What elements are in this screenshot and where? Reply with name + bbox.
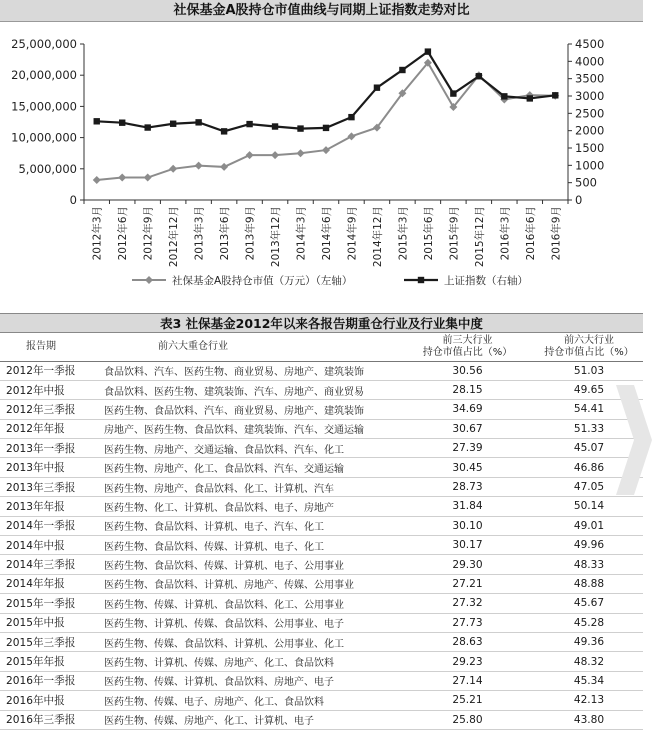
industry-table-section (0, 313, 643, 730)
series-2-point (501, 93, 507, 99)
series-1-point (93, 176, 101, 184)
cell-industries: 医药生物、传媒、房地产、化工、计算机、电子 (100, 710, 400, 729)
cell-industries: 医药生物、传媒、食品饮料、计算机、公用事业、化工 (100, 632, 400, 651)
cell-top6: 48.33 (515, 555, 643, 574)
cell-industries: 医药生物、食品饮料、传媒、计算机、电子、公用事业 (100, 555, 400, 574)
header-top6-line1: 前六大行业 (564, 334, 614, 346)
table-row (0, 400, 643, 419)
table-row (0, 555, 643, 574)
right-tick-label: 4000 (575, 54, 605, 69)
right-tick-label: 3000 (575, 89, 605, 103)
cell-industries: 医药生物、房地产、化工、食品饮料、汽车、交通运输 (100, 458, 400, 477)
table-row (0, 691, 643, 710)
cell-top3: 28.15 (400, 380, 515, 399)
series-2-point (476, 73, 482, 79)
x-tick-label: 2015年3月 (397, 206, 410, 261)
cell-industries: 食品饮料、医药生物、建筑装饰、汽车、房地产、商业贸易 (100, 380, 400, 399)
cell-industries: 医药生物、计算机、传媒、食品饮料、公用事业、电子 (100, 613, 400, 632)
cell-top3: 30.67 (400, 419, 515, 438)
left-tick-label: 5,000,000 (18, 161, 77, 176)
header-top3 (400, 333, 515, 361)
cell-top6: 45.67 (515, 594, 643, 613)
cell-period: 2016年一季报 (0, 671, 100, 690)
x-tick-label: 2015年9月 (448, 206, 461, 261)
table-row (0, 594, 643, 613)
table-row (0, 361, 643, 380)
cell-industries: 医药生物、食品饮料、传媒、计算机、电子、化工 (100, 536, 400, 555)
cell-top3: 30.56 (400, 361, 515, 380)
x-tick-label: 2013年6月 (219, 206, 232, 261)
series-1-point (118, 174, 126, 182)
cell-top3: 30.10 (400, 516, 515, 535)
cell-period: 2015年中报 (0, 613, 100, 632)
table-row (0, 419, 643, 438)
cell-top6: 51.03 (515, 361, 643, 380)
cell-period: 2014年三季报 (0, 555, 100, 574)
line-chart (0, 22, 643, 312)
series-2-point (552, 92, 558, 98)
x-tick-label: 2015年6月 (422, 206, 435, 261)
cell-industries: 医药生物、房地产、食品饮料、化工、计算机、汽车 (100, 477, 400, 496)
cell-industries: 医药生物、食品饮料、计算机、房地产、传媒、公用事业 (100, 574, 400, 593)
x-tick-label: 2012年12月 (168, 206, 181, 268)
cell-top6: 45.34 (515, 671, 643, 690)
x-tick-label: 2012年6月 (117, 206, 130, 261)
cell-period: 2012年三季报 (0, 400, 100, 419)
series-1-point (271, 151, 279, 159)
series-2-point (399, 67, 405, 73)
cell-period: 2013年年报 (0, 497, 100, 516)
series-1-point (347, 132, 355, 140)
cell-top3: 31.84 (400, 497, 515, 516)
series-1-point (169, 165, 177, 173)
x-tick-label: 2014年6月 (321, 206, 333, 261)
x-tick-label: 2014年9月 (346, 206, 359, 261)
series-2-point (94, 118, 100, 124)
table-title: 表3 社保基金2012年以来各报告期重仓行业及行业集中度 (0, 313, 643, 333)
right-tick-label: 500 (575, 175, 597, 190)
series-line-2 (97, 52, 556, 132)
x-tick-label: 2015年12月 (473, 206, 486, 268)
cell-industries: 医药生物、计算机、传媒、房地产、化工、食品饮料 (100, 652, 400, 671)
right-tick-label: 2000 (575, 123, 605, 138)
cell-period: 2014年一季报 (0, 516, 100, 535)
cell-period: 2013年三季报 (0, 477, 100, 496)
right-tick-label: 3500 (575, 71, 605, 86)
cell-top6: 48.32 (515, 652, 643, 671)
header-top6-line2: 持仓市值占比（%） (544, 346, 634, 358)
cell-top3: 29.30 (400, 555, 515, 574)
legend-label-1: 社保基金A股持仓市值（万元）（左轴） (172, 275, 353, 287)
cell-period: 2015年一季报 (0, 594, 100, 613)
table-row (0, 477, 643, 496)
table-row (0, 710, 643, 729)
legend-marker-1 (145, 276, 153, 284)
table-header-row (0, 333, 643, 361)
cell-top6: 49.01 (515, 516, 643, 535)
left-tick-label: 15,000,000 (11, 99, 77, 114)
cell-industries: 医药生物、传媒、计算机、食品饮料、化工、公用事业 (100, 594, 400, 613)
cell-top6: 48.88 (515, 574, 643, 593)
header-top3-line2: 持仓市值占比（%） (422, 346, 513, 358)
table-row (0, 516, 643, 535)
cell-top6: 49.36 (515, 632, 643, 651)
legend-label-2: 上证指数（右轴） (444, 275, 528, 287)
cell-industries: 医药生物、传媒、电子、房地产、化工、食品饮料 (100, 691, 400, 710)
left-tick-label: 25,000,000 (11, 37, 77, 51)
series-2-point (425, 48, 431, 54)
series-2-point (374, 84, 380, 90)
cell-period: 2015年三季报 (0, 632, 100, 651)
cell-top6: 51.33 (515, 419, 643, 438)
x-tick-label: 2012年3月 (91, 206, 104, 261)
cell-industries: 医药生物、传媒、计算机、食品饮料、房地产、电子 (100, 671, 400, 690)
cell-top3: 25.80 (400, 710, 515, 729)
cell-top6: 45.07 (515, 439, 643, 458)
cell-top6: 46.86 (515, 458, 643, 477)
cell-period: 2012年中报 (0, 380, 100, 399)
table-row (0, 652, 643, 671)
cell-period: 2012年年报 (0, 419, 100, 438)
series-2-point (348, 114, 354, 120)
series-2-point (323, 125, 329, 131)
table-row (0, 458, 643, 477)
x-tick-label: 2013年12月 (270, 206, 283, 268)
cell-period: 2016年中报 (0, 691, 100, 710)
series-2-point (527, 95, 533, 101)
series-2-point (450, 90, 456, 96)
cell-top6: 42.13 (515, 691, 643, 710)
left-tick-label: 20,000,000 (11, 68, 77, 83)
x-tick-label: 2016年3月 (499, 206, 512, 261)
cell-top6: 50.14 (515, 497, 643, 516)
series-1-point (322, 146, 330, 154)
series-2-point (195, 119, 201, 125)
cell-top6: 49.96 (515, 536, 643, 555)
x-tick-label: 2014年12月 (371, 206, 384, 268)
left-tick-label: 10,000,000 (11, 130, 77, 145)
cell-period: 2016年三季报 (0, 710, 100, 729)
right-tick-label: 0 (575, 193, 583, 207)
x-tick-label: 2013年9月 (244, 206, 257, 261)
series-line-1 (97, 63, 556, 180)
industry-table (0, 333, 643, 730)
cell-top6: 45.28 (515, 613, 643, 632)
cell-top3: 27.32 (400, 594, 515, 613)
x-tick-label: 2013年3月 (193, 206, 206, 261)
cell-industries: 医药生物、房地产、交通运输、食品饮料、汽车、化工 (100, 439, 400, 458)
chevron-right-icon (612, 385, 652, 495)
header-top3-line1: 前三大行业 (442, 334, 493, 346)
cell-top3: 30.17 (400, 536, 515, 555)
table-row (0, 613, 643, 632)
right-tick-label: 4500 (575, 37, 605, 51)
cell-top6: 49.65 (515, 380, 643, 399)
cell-period: 2012年一季报 (0, 361, 100, 380)
series-2-point (170, 121, 176, 127)
cell-top3: 34.69 (400, 400, 515, 419)
table-row (0, 439, 643, 458)
table-row (0, 671, 643, 690)
cell-top3: 27.14 (400, 671, 515, 690)
series-1-point (195, 162, 203, 170)
series-1-point (220, 163, 228, 171)
cell-period: 2014年中报 (0, 536, 100, 555)
table-row (0, 497, 643, 516)
cell-industries: 医药生物、化工、计算机、食品饮料、电子、房地产 (100, 497, 400, 516)
series-1-point (144, 174, 152, 182)
series-1-point (246, 151, 254, 159)
cell-period: 2013年中报 (0, 458, 100, 477)
x-tick-label: 2016年6月 (524, 206, 537, 261)
cell-top3: 27.21 (400, 574, 515, 593)
header-top6 (515, 333, 643, 361)
series-2-point (246, 121, 252, 127)
table-row (0, 574, 643, 593)
right-tick-label: 1000 (575, 158, 605, 173)
series-2-point (272, 123, 278, 129)
legend-marker-2 (418, 277, 424, 283)
chart-title: 社保基金A股持仓市值曲线与同期上证指数走势对比 (0, 0, 643, 22)
left-tick-label: 0 (69, 193, 77, 207)
cell-top3: 28.73 (400, 477, 515, 496)
cell-top3: 30.45 (400, 458, 515, 477)
header-industries: 前六大重仓行业 (100, 333, 400, 361)
cell-industries: 房地产、医药生物、食品饮料、建筑装饰、汽车、交通运输 (100, 419, 400, 438)
x-tick-label: 2012年9月 (142, 206, 155, 261)
cell-top3: 29.23 (400, 652, 515, 671)
table-body (0, 361, 643, 729)
cell-top3: 27.39 (400, 439, 515, 458)
table-row (0, 632, 643, 651)
series-2-point (119, 119, 125, 125)
cell-top6: 47.05 (515, 477, 643, 496)
cell-industries: 医药生物、食品饮料、计算机、电子、汽车、化工 (100, 516, 400, 535)
series-2-point (297, 125, 303, 131)
right-tick-label: 1500 (575, 141, 605, 155)
cell-period: 2015年年报 (0, 652, 100, 671)
table-row (0, 380, 643, 399)
series-2-point (144, 124, 150, 130)
cell-top3: 28.63 (400, 632, 515, 651)
x-tick-label: 2016年9月 (550, 206, 563, 261)
cell-top3: 27.73 (400, 613, 515, 632)
cell-industries: 医药生物、食品饮料、汽车、商业贸易、房地产、建筑装饰 (100, 400, 400, 419)
cell-period: 2014年年报 (0, 574, 100, 593)
x-tick-label: 2014年3月 (295, 206, 308, 261)
cell-industries: 食品饮料、汽车、医药生物、商业贸易、房地产、建筑装饰 (100, 361, 400, 380)
right-tick-label: 2500 (575, 106, 605, 121)
cell-top3: 25.21 (400, 691, 515, 710)
series-1-point (297, 149, 305, 157)
cell-top6: 54.41 (515, 400, 643, 419)
cell-period: 2013年一季报 (0, 439, 100, 458)
series-2-point (221, 128, 227, 134)
header-period: 报告期 (0, 333, 100, 361)
table-row (0, 536, 643, 555)
cell-top6: 43.80 (515, 710, 643, 729)
